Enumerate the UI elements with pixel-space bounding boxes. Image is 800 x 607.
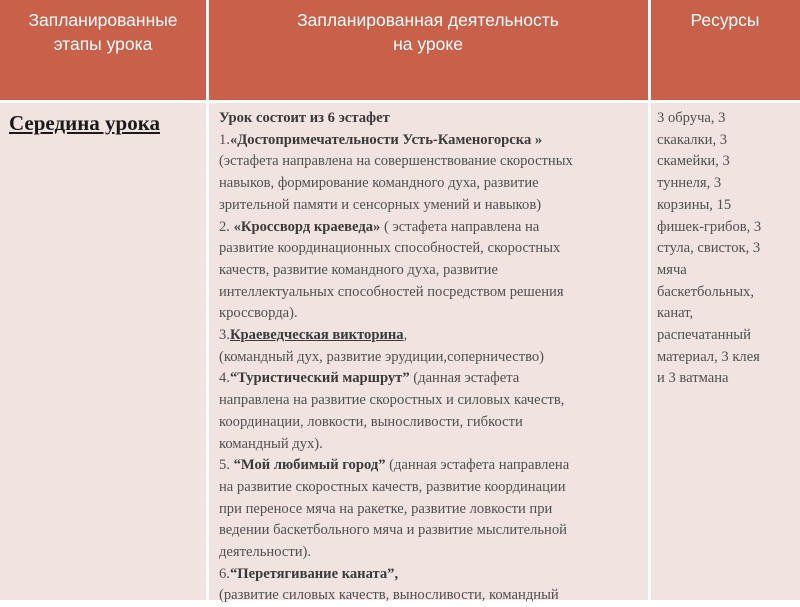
resources-line: туннеля, 3 — [657, 175, 722, 192]
relay-4-line: командный дух). — [219, 435, 323, 452]
header-stages-line-1: Запланированные — [28, 10, 178, 30]
relay-4-heading — [219, 368, 647, 390]
relay-6-line: (развитие силовых качеств, выносливости, командный — [219, 587, 559, 604]
relay-2-line: развитие координационных способностей, скоростных — [219, 240, 561, 257]
column-divider-1 — [206, 0, 209, 600]
relay-3-number: 3. — [219, 327, 230, 344]
relay-4-line: направлена на развитие скоростных и силовых качеств, — [219, 392, 565, 409]
header-resources — [650, 0, 800, 100]
relay-4-line: координации, ловкости, выносливости, гибкости — [219, 413, 523, 430]
header-stages-line-2: этапы урока — [53, 34, 153, 54]
relay-5-line: ведении баскетбольного мяча и развитие мыслительной — [219, 522, 567, 539]
header-activity-line-1: Запланированная деятельность — [297, 10, 559, 30]
resources-line: фишек-грибов, 3 — [657, 218, 762, 235]
relay-6-title: “Перетягивание каната”, — [229, 565, 399, 582]
relay-2-heading — [219, 217, 647, 239]
relay-1-line: зрительной памяти и сенсорных умений и навыков) — [219, 196, 542, 213]
relay-2-rest: ( эстафета направлена на — [380, 218, 540, 235]
activity-intro: Урок состоит из 6 эстафет — [219, 110, 390, 126]
activity-cell — [219, 108, 647, 607]
resources-line: скамейки, 3 — [657, 153, 730, 170]
resources-line: распечатанный — [657, 327, 751, 344]
relay-3-title: Краеведческая викторина — [229, 327, 404, 344]
resources-line: баскетбольных, — [657, 283, 754, 300]
relay-1-title: «Достопримечательности Усть-Каменогорска » — [229, 131, 543, 148]
relay-1-heading — [219, 130, 647, 152]
relay-5-line: на развитие скоростных качеств, развитие координации — [219, 478, 566, 495]
relay-5-number: 5. — [219, 457, 234, 474]
relay-5-heading — [219, 455, 647, 477]
header-activity — [206, 0, 650, 100]
relay-5-line: деятельности). — [219, 544, 312, 561]
relay-5-title: “Мой любимый город” — [233, 457, 386, 474]
relay-5-rest: (данная эстафета направлена — [385, 457, 570, 474]
relay-3-rest: , — [403, 327, 408, 344]
relay-2-line: интеллектуальных способностей посредством решения — [219, 283, 564, 300]
relay-2-title: «Кроссворд краеведа» — [233, 218, 381, 235]
relay-2-number: 2. — [219, 218, 234, 235]
relay-1-line: навыков, формирование командного духа, развитие — [219, 175, 539, 192]
header-stages — [0, 0, 206, 100]
column-divider-2 — [648, 0, 651, 600]
relay-4-rest: (данная эстафета — [409, 370, 520, 387]
relay-1-line: (эстафета направлена на совершенствование скоростных — [219, 153, 573, 170]
relay-3-heading — [219, 325, 647, 347]
resources-line: 3 обруча, 3 — [657, 110, 726, 126]
stage-label: Середина урока — [9, 111, 160, 135]
resources-line: корзины, 15 — [657, 196, 732, 213]
relay-5-line: при переносе мяча на ракетке, развитие ловкости при — [219, 500, 553, 517]
resources-line: материал, 3 клея — [657, 348, 760, 365]
relay-6-heading — [219, 564, 647, 586]
relay-1-number: 1. — [219, 131, 230, 148]
resources-line: канат, — [657, 305, 694, 322]
header-resources-label: Ресурсы — [690, 10, 760, 30]
resources-line: мяча — [657, 261, 687, 278]
resources-cell — [657, 108, 795, 390]
relay-4-number: 4. — [219, 370, 230, 387]
table-header — [0, 0, 800, 100]
resources-line: и 3 ватмана — [657, 370, 729, 387]
row-divider — [0, 100, 800, 103]
resources-line: стула, свисток, 3 — [657, 240, 761, 257]
relay-2-line: качеств, развитие командного духа, развитие — [219, 261, 498, 278]
relay-3-line: (командный дух, развитие эрудиции,соперничество) — [219, 348, 545, 365]
relay-2-line: кроссворда). — [219, 305, 298, 322]
header-activity-line-2: на уроке — [393, 34, 463, 54]
relay-6-number: 6. — [219, 565, 230, 582]
resources-line: скакалки, 3 — [657, 131, 728, 148]
relay-4-title: “Туристический маршрут” — [229, 370, 410, 387]
